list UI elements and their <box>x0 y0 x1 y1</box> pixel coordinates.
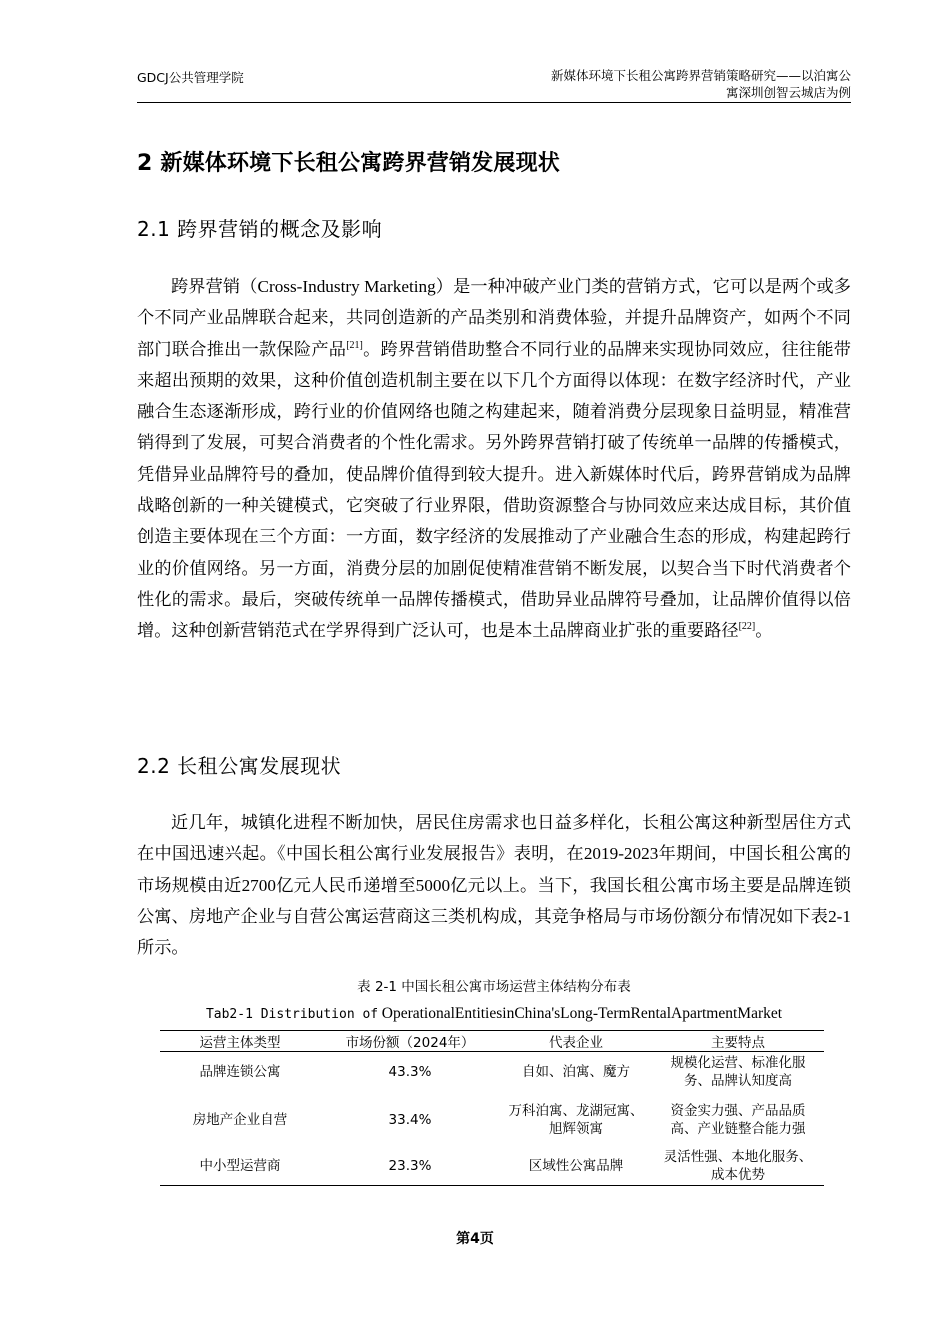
market-structure-table <box>160 1030 824 1186</box>
header-thesis-title <box>491 67 851 101</box>
table-header-row <box>160 1031 824 1052</box>
citation-ref: [21] <box>346 339 363 351</box>
header-thesis-title-line1: 新媒体环境下长租公寓跨界营销策略研究——以泊寓公 <box>550 68 851 83</box>
column-header-representative: 代表企业 <box>500 1031 652 1052</box>
cell-representative: 区域性公寓品牌 <box>500 1148 652 1186</box>
cell-features: 资金实力强、产品品质高、产业链整合能力强 <box>670 1102 806 1137</box>
cell-entity-type: 房地产企业自营 <box>192 1111 288 1128</box>
cell-representative: 万科泊寓、龙湖冠寓、旭辉领寓 <box>508 1102 644 1137</box>
header-thesis-title-line2: 寓深圳创智云城店为例 <box>725 85 851 100</box>
column-header-market-share: 市场份额（2024年） <box>320 1031 500 1052</box>
section-2-1-title: 2.1 跨界营销的概念及影响 <box>137 217 383 241</box>
cell-entity-type: 品牌连锁公寓 <box>199 1063 281 1080</box>
table-caption-cn: 表 2-1 中国长租公寓市场运营主体结构分布表 <box>357 979 631 995</box>
cell-market-share: 23.3% <box>320 1148 500 1186</box>
table-caption-en <box>137 1005 851 1023</box>
table-row <box>160 1148 824 1186</box>
header-divider <box>137 102 851 103</box>
table-row <box>160 1052 824 1092</box>
section-2-1-paragraph <box>137 271 851 647</box>
page-number: 第4页 <box>456 1231 494 1247</box>
column-header-features: 主要特点 <box>652 1031 824 1052</box>
cell-features: 规模化运营、标准化服务、品牌认知度高 <box>670 1054 806 1089</box>
section-2-2-paragraph: 近几年，城镇化进程不断加快，居民住房需求也日益多样化，长租公寓这种新型居住方式在中国迅速兴起。《中国长租公寓行业发展报告》表明，在2019-2023年期间，中国长租公寓的市场规模由近2700亿元人民币递增至5000亿元以上。当下，我国长租公寓市场主要是品牌连锁公寓、房地产企业与自营公寓运营商这三类机构成，其竞争格局与市场份额分布情况如下表2-1所示。 <box>137 813 851 958</box>
table-row <box>160 1092 824 1148</box>
paragraph-text: 。 <box>755 621 773 641</box>
cell-market-share: 43.3% <box>388 1063 432 1080</box>
header-institution: GDCJ公共管理学院 <box>137 70 244 85</box>
cell-features: 灵活性强、本地化服务、成本优势 <box>652 1148 824 1186</box>
cell-entity-type: 中小型运营商 <box>160 1148 320 1186</box>
section-2-2-title: 2.2 长租公寓发展现状 <box>137 754 342 778</box>
paragraph-text: 跨界营销（Cross-Industry Marketing）是一种冲破产业门类的营销方式，它可以是两个或多个不同产业品牌联合起来，共同创造新的产品类别和消费体验，并提升品牌资产，如两个不同部门联合推出一款保险产品 <box>137 277 851 359</box>
table-caption-en-title: OperationalEntitiesinChina'sLong-TermRentalApartmentMarket <box>381 1005 783 1022</box>
citation-ref: [22] <box>738 621 756 633</box>
table-caption-en-prefix: Tab2-1 Distribution of <box>205 1007 379 1022</box>
cell-market-share: 33.4% <box>388 1111 432 1128</box>
paragraph-text: 。跨界营销借助整合不同行业的品牌来实现协同效应，往往能带来超出预期的效果，这种价值创造机制主要在以下几个方面得以体现：在数字经济时代，产业融合生态逐渐形成，跨行业的价值网络也随之构建起来，随着消费分层现象日益明显，精准营销得到了发展，可契合消费者的个性化需求。另外跨界营销打破了传统单一品牌的传播模式，凭借异业品牌符号的叠加，使品牌价值得到较大提升。进入新媒体时代后，跨界营销成为品牌战略创新的一种关键模式，它突破了行业界限，借助资源整合与协同效应来达成目标，其价值创造主要体现在三个方面：一方面，数字经济的发展推动了产业融合生态的形成，构建起跨行业的价值网络。另一方面，消费分层的加剧促使精准营销不断发展，以契合当下时代消费者个性化的需求。最后，突破传统单一品牌传播模式，借助异业品牌符号叠加，让品牌价值得以倍增。这种创新营销范式在学界得到广泛认可，也是本土品牌商业扩张的重要路径 <box>137 339 851 641</box>
cell-representative: 自如、泊寓、魔方 <box>522 1063 630 1080</box>
column-header-entity-type: 运营主体类型 <box>160 1031 320 1052</box>
chapter-title: 2 新媒体环境下长租公寓跨界营销发展现状 <box>137 151 560 176</box>
